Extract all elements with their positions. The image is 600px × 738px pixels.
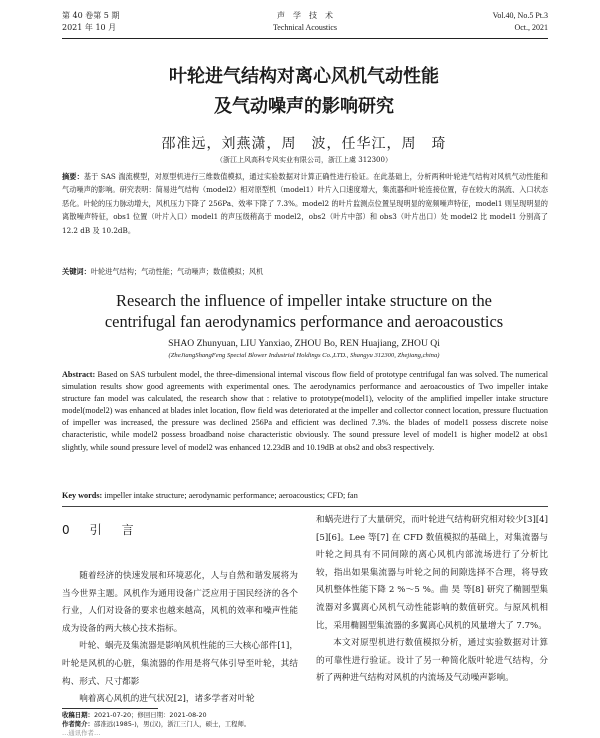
abstract-cn	[62, 170, 548, 237]
author-bio	[62, 720, 302, 729]
journal-name-cn: 声 学 技 术	[277, 11, 333, 20]
title-en	[60, 290, 548, 332]
keywords-en	[62, 490, 548, 502]
keywords-en-label: Key words:	[62, 491, 103, 500]
journal-name	[62, 10, 548, 34]
section-heading: 0 引 言	[62, 523, 138, 537]
body-paragraph: 随着经济的快速发展和环境恶化，人与自然和谐发展将为当今世界主题。风机作为通用设备广泛应用于国民经济的各个行业，人们对设备的要求也越来越高，风机的效率和噪声性能成为设备的两大核心技术指标。	[62, 571, 298, 634]
volume-issue-en: Vol.40, No.5 Pt.3	[492, 11, 548, 20]
abstract-cn-text: 基于 SAS 湍流模型，对原型机进行三维数值模拟，通过实验数据对计算正确性进行验证。在此基础上，分析两种叶轮进气结构对风机气动性能和气动噪声的影响。研究表明：简易进气结构（model2）相对原型机（model1）叶片入口速度增大，集流器和叶轮连接位置，存在较大的涡流、入口状态恶化。叶轮的压力脉动增大，风机压力下降了 256Pa、效率下降了 7.3%。model2 的叶片监测点位置呈现明显的宽频噪声特征，model1 则呈现明显的离散噪声特征，obs1 位置（叶片入口）model1 的声压级稍高于 model2，obs2（叶片中部）和 obs3（叶片出口）处 model2 比 model1 分别高了 12.2 dB 及 10.2dB。	[62, 172, 548, 235]
keywords-cn	[62, 266, 548, 278]
author-bio-value: 邵准远(1985-)，男(汉)，浙江三门人，硕士，工程师。	[93, 720, 251, 728]
body-paragraph: 叶轮、蜗壳及集流器是影响风机性能的三大核心部件[1]，叶轮是风机的心脏，集流器的作用是将气体引导至叶轮，其结构、形式、尺寸都影	[62, 641, 298, 687]
keywords-cn-text: 叶轮进气结构；气动性能；气动噪声；数值模拟；风机	[90, 267, 264, 276]
abstract-cn-label: 摘要：	[62, 172, 84, 181]
body-column-right	[316, 512, 548, 688]
footnote	[62, 711, 302, 738]
affiliation-cn: （浙江上风高科专风实业有限公司，浙江上虞 312300）	[216, 156, 392, 164]
received-label: 收稿日期：	[62, 711, 94, 719]
title-en-line1: Research the influence of impeller intake structure on the	[116, 291, 492, 310]
affiliation-en: (ZheJiangShangFeng Special Blower Industrial Holdings Co.,LTD., Shangyu 312300, Zhejiang,china)	[168, 352, 440, 359]
issue-date-cn: 2021 年 10 月	[62, 23, 117, 32]
keywords-en-text: impeller intake structure; aerodynamic performance; aeroacoustics; CFD; fan	[104, 491, 358, 500]
title-cn	[60, 62, 548, 122]
abstract-en-text: Based on SAS turbulent model, the three-dimensional internal viscous flow field of prototype centrifugal fan was solved. The numerical simulation results show good agreements with experimental ones. The aerodynamics performance and aeroacoustics of Two impeller intake structure fan model was calculated, the research show that : relative to prototype(model1), velocity of the amplified impeller intake structure model(model2) was enhanced at blades inlet location, flow field was deteriorated at the impeller and collector connect location, pressure fluctuation of impeller was increased, the pressure was declined 256Pa and efficient was declined 7.3%. the blades of model1 possess discrete noise characteristic, while model2 possess broadband noise characteristic obviously. The sound pressure level of model1 is higher model2 at obs1 slightly, while sound pressure level of model2 was enhanced 12.23dB and 10.19dB at obs2 and obs3 respectively.	[62, 370, 548, 452]
title-cn-line2: 及气动噪声的影响研究	[214, 96, 394, 117]
body-paragraph: 和蜗壳进行了大量研究，而叶轮进气结构研究相对较少[3][4][5][6]。Lee 等[7] 在 CFD 数值模拟的基础上，对集流器与叶轮之间具有不同间隙的离心风机内部流场进行了分析比较，指出如果集流器与叶轮之间的间隙选择不合理，将导致风机整体性能下降 2 %～5 %。曲 昊 等[8] 研究了椭圆型集流器对多翼离心风机气动性能影响的数值研究。与原风机相比，采用椭圆型集流器的多翼离心风机的风量增大了 7.7%。	[316, 515, 548, 631]
issue-date-en: Oct., 2021	[514, 23, 548, 32]
journal-name-en: Technical Acoustics	[272, 23, 338, 32]
abstract-en-label: Abstract:	[62, 370, 96, 379]
abstract-en	[62, 369, 548, 454]
body-paragraph: 本文对原型机进行数值模拟分析，通过实验数据对计算的可靠性进行验证。设计了另一种简化版叶轮进气结构，分析了两种进气结构对风机的内流场及气动噪声影响。	[316, 638, 548, 684]
authors-cn: 邵准远，刘燕潇，周 波，任华江，周 琦	[161, 136, 447, 152]
body-paragraph: 响着离心风机的进气状况[2]，诸多学者对叶轮	[79, 694, 255, 705]
footnote-cutoff: …通讯作者…	[62, 729, 101, 737]
authors-en: SHAO Zhunyuan, LIU Yanxiao, ZHOU Bo, REN Huajiang, ZHOU Qi	[168, 338, 440, 349]
journal-volume-en	[493, 10, 548, 34]
received-date	[62, 711, 302, 720]
received-value: 2021-07-20；修回日期：2021-08-20	[93, 711, 207, 719]
keywords-cn-label: 关键词：	[62, 267, 91, 276]
title-cn-line1: 叶轮进气结构对离心风机气动性能	[169, 66, 439, 87]
footnote-rule	[62, 708, 158, 709]
author-bio-label: 作者简介：	[62, 720, 94, 728]
body-rule	[62, 506, 548, 507]
running-header	[62, 10, 548, 38]
header-rule	[62, 38, 548, 39]
body-column-left	[62, 520, 298, 709]
volume-issue-cn: 第 40 卷第 5 期	[62, 11, 120, 20]
title-en-line2: centrifugal fan aerodynamics performance and aeroacoustics	[104, 312, 504, 331]
